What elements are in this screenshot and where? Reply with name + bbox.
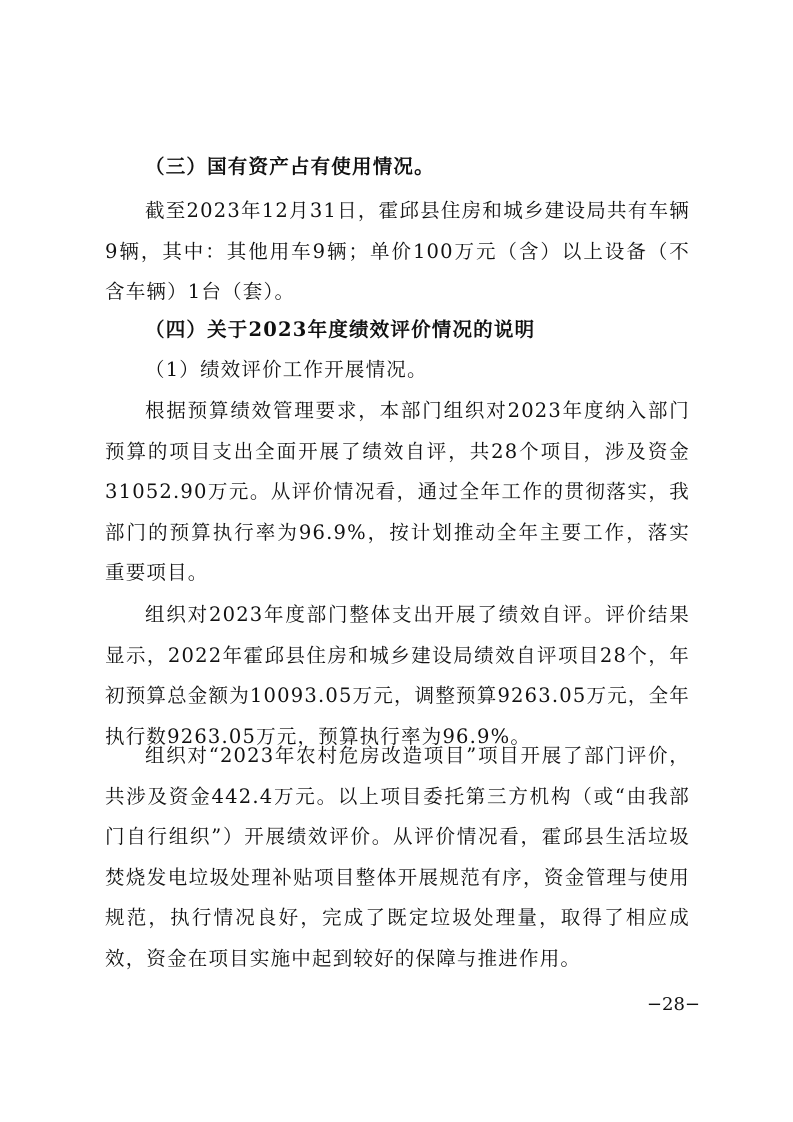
paragraph-project-self-evaluation: 根据预算绩效管理要求，本部门组织对2023年度纳入部门预算的项目支出全面开展了绩效自评，共28个项目，涉及资金31052.90万元。从评价情况看，通过全年工作的贯彻落实，我部门的预算执行率为96.9%，按计划推动全年主要工作，落实重要项目。 bbox=[105, 399, 690, 584]
page-number: −28− bbox=[646, 994, 700, 1015]
subheading-evaluation-work: （1）绩效评价工作开展情况。 bbox=[145, 358, 428, 381]
paragraph-department-evaluation: 组织对“2023年农村危房改造项目”项目开展了部门评价，共涉及资金442.4万元。以上项目委托第三方机构（或“由我部门自行组织”）开展绩效评价。从评价情况看，霍邱县生活垃圾焚烧发电垃圾处理补贴项目整体开展规范有序，资金管理与使用规范，执行情况良好，完成了既定垃圾处理量，取得了相应成效，资金在项目实施中起到较好的保障与推进作用。 bbox=[105, 744, 690, 970]
section-heading-assets: （三）国有资产占有使用情况。 bbox=[145, 155, 435, 178]
section-heading-performance: （四）关于2023年度绩效评价情况的说明 bbox=[145, 318, 536, 341]
paragraph-assets: 截至2023年12月31日，霍邱县住房和城乡建设局共有车辆9辆，其中：其他用车9辆；单价100万元（含）以上设备（不含车辆）1台（套）。 bbox=[105, 199, 690, 303]
paragraph-overall-expenditure-evaluation: 组织对2023年度部门整体支出开展了绩效自评。评价结果显示，2022年霍邱县住房和城乡建设局绩效自评项目28个，年初预算总金额为10093.05万元，调整预算9263.05万元，全年执行数9263.05万元，预算执行率为96.9%。 bbox=[105, 603, 690, 748]
